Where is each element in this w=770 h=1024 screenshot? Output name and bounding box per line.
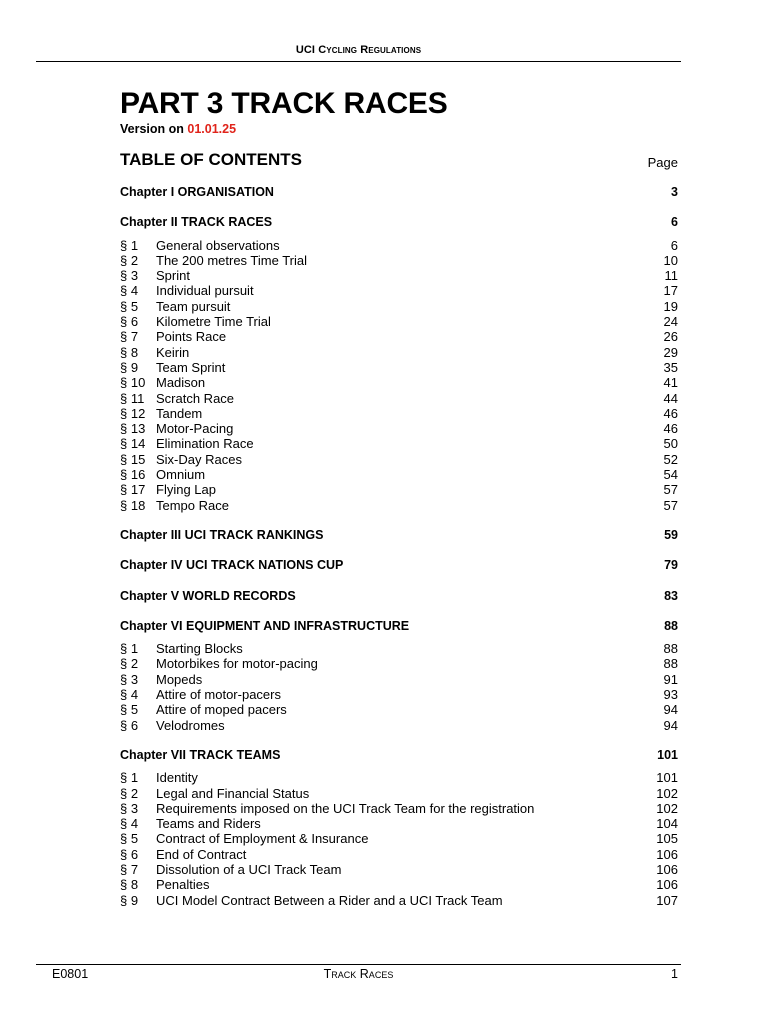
toc-chapter-title: Chapter I ORGANISATION <box>120 185 274 199</box>
toc-section-number: § 12 <box>120 405 146 421</box>
toc-section-page: 102 <box>656 800 678 816</box>
toc-section-number: § 1 <box>120 237 139 253</box>
toc-section-page: 44 <box>663 390 678 406</box>
toc-section-page: 106 <box>656 846 678 862</box>
toc-section-title: Attire of motor-pacers <box>156 687 281 703</box>
toc-section-number: § 14 <box>120 436 146 452</box>
toc-section-title: Motorbikes for motor-pacing <box>156 656 318 672</box>
toc-chapter-title: Chapter VI EQUIPMENT AND INFRASTRUCTURE <box>120 618 410 633</box>
toc-section-row[interactable] <box>120 687 678 702</box>
toc-section-number: § 7 <box>120 329 139 345</box>
toc-section-page: 6 <box>670 237 678 253</box>
toc-section-row[interactable] <box>120 801 678 816</box>
toc-section-title: Motor-Pacing <box>156 421 234 437</box>
toc-section-title: Teams and Riders <box>156 816 261 832</box>
toc-section-page: 94 <box>663 702 678 718</box>
toc-section-number: § 6 <box>120 717 139 733</box>
toc-section-page: 10 <box>663 252 678 268</box>
toc-section-number: § 4 <box>120 687 139 703</box>
toc-section-number: § 8 <box>120 877 139 893</box>
toc-section-title: Legal and Financial Status <box>156 785 310 801</box>
toc-section-title: Requirements imposed on the UCI Track Team for the registration <box>156 800 535 816</box>
toc-section-row[interactable] <box>120 314 678 329</box>
toc-section-row[interactable] <box>120 345 678 360</box>
toc-section-row[interactable] <box>120 268 678 283</box>
toc-chapter-page: 79 <box>664 558 678 573</box>
toc-section-page: 41 <box>663 375 678 391</box>
toc-section-page: 104 <box>656 816 678 832</box>
toc-section-title: Individual pursuit <box>156 283 254 299</box>
toc-section-title: Velodromes <box>156 717 225 733</box>
toc-section-number: § 5 <box>120 831 139 847</box>
toc-chapter-row[interactable] <box>120 619 678 634</box>
toc-section-row[interactable] <box>120 672 678 687</box>
toc-section-title: UCI Model Contract Between a Rider and a UCI Track Team <box>156 892 503 908</box>
toc-section-title: Identity <box>156 770 198 786</box>
toc-section-title: Madison <box>156 375 206 391</box>
toc-section-row[interactable] <box>120 467 678 482</box>
toc-section-page: 24 <box>663 314 678 330</box>
toc-section-title: Dissolution of a UCI Track Team <box>156 861 342 877</box>
toc-chapter-row[interactable] <box>120 589 678 604</box>
toc-section-row[interactable] <box>120 893 678 908</box>
toc-section-number: § 2 <box>120 785 139 801</box>
toc-section-row[interactable] <box>120 831 678 846</box>
toc-section-title: Keirin <box>156 344 190 360</box>
toc-section-row[interactable] <box>120 877 678 892</box>
toc-heading: TABLE OF CONTENTS <box>120 150 302 169</box>
toc-section-title: Team pursuit <box>156 298 231 314</box>
toc-section-row[interactable] <box>120 718 678 733</box>
toc-section-row[interactable] <box>120 452 678 467</box>
toc-section-number: § 17 <box>120 482 146 498</box>
toc-section-number: § 9 <box>120 359 139 375</box>
toc-section-row[interactable] <box>120 498 678 513</box>
toc-section-page: 29 <box>663 344 678 360</box>
toc-section-row[interactable] <box>120 299 678 314</box>
toc-section-row[interactable] <box>120 641 678 656</box>
toc-section-row[interactable] <box>120 421 678 436</box>
toc-section-page: 46 <box>663 405 678 421</box>
toc-section-title: Tandem <box>156 405 203 421</box>
toc-section-number: § 2 <box>120 656 139 672</box>
toc-section-number: § 7 <box>120 861 139 877</box>
toc-section-row[interactable] <box>120 436 678 451</box>
footer-document-code: E0801 <box>52 967 89 981</box>
toc-section-number: § 4 <box>120 816 139 832</box>
toc-chapter-row[interactable] <box>120 185 678 200</box>
toc-section-page: 101 <box>656 770 678 786</box>
toc-section-row[interactable] <box>120 253 678 268</box>
toc-section-page: 52 <box>663 451 678 467</box>
toc-section-page: 93 <box>663 687 678 703</box>
toc-section-number: § 2 <box>120 252 139 268</box>
toc-section-number: § 16 <box>120 467 146 483</box>
toc-section-number: § 6 <box>120 846 139 862</box>
toc-section-title: Points Race <box>156 329 227 345</box>
toc-section-title: Mopeds <box>156 671 203 687</box>
toc-section-number: § 4 <box>120 283 139 299</box>
toc-section-title: Elimination Race <box>156 436 254 452</box>
toc-chapter-page: 59 <box>664 527 678 542</box>
toc-section-row[interactable] <box>120 482 678 497</box>
toc-section-row[interactable] <box>120 786 678 801</box>
toc-chapter-page: 88 <box>664 618 678 633</box>
toc-chapter-title: Chapter II TRACK RACES <box>120 215 273 230</box>
toc-section-title: Tempo Race <box>156 497 229 513</box>
toc-section-title: End of Contract <box>156 846 247 862</box>
toc-page-column-label: Page <box>647 155 678 170</box>
toc-chapter-title: Chapter III UCI TRACK RANKINGS <box>120 527 324 542</box>
toc-section-page: 88 <box>663 656 678 672</box>
toc-section-title: Flying Lap <box>156 482 216 498</box>
toc-section-row[interactable] <box>120 391 678 406</box>
toc-section-title: Attire of moped pacers <box>156 702 287 718</box>
version-date: 01.01.25 <box>187 122 237 136</box>
toc-section-number: § 9 <box>120 892 139 908</box>
toc-chapter-row[interactable] <box>120 528 678 543</box>
toc-section-page: 57 <box>663 497 678 513</box>
toc-section-number: § 3 <box>120 800 139 816</box>
toc-section-number: § 15 <box>120 451 146 467</box>
toc-section-title: Team Sprint <box>156 359 226 375</box>
toc-section-page: 57 <box>663 482 678 498</box>
toc-section-title: The 200 metres Time Trial <box>156 252 307 268</box>
running-header: UCI Cycling Regulations <box>295 44 422 56</box>
toc-section-number: § 18 <box>120 497 146 513</box>
toc-section-page: 19 <box>663 298 678 314</box>
toc-section-page: 50 <box>663 436 678 452</box>
toc-section-row[interactable] <box>120 238 678 253</box>
toc-section-number: § 6 <box>120 314 139 330</box>
toc-section-page: 105 <box>656 831 678 847</box>
toc-section-number: § 8 <box>120 344 139 360</box>
toc-section-title: Contract of Employment & Insurance <box>156 831 369 847</box>
toc-section-title: Starting Blocks <box>156 641 243 657</box>
toc-section-number: § 13 <box>120 421 146 437</box>
toc-section-row[interactable] <box>120 816 678 831</box>
toc-section-number: § 3 <box>120 268 139 284</box>
toc-chapter-row[interactable] <box>120 558 678 573</box>
toc-section-row[interactable] <box>120 375 678 390</box>
toc-section-page: 17 <box>663 283 678 299</box>
toc-section-title: Penalties <box>156 877 210 893</box>
toc-section-number: § 11 <box>120 390 145 406</box>
toc-section-title: Sprint <box>156 268 190 284</box>
toc-section-page: 35 <box>663 359 678 375</box>
toc-chapter-title: Chapter IV UCI TRACK NATIONS CUP <box>120 558 344 573</box>
toc-section-row[interactable] <box>120 862 678 877</box>
footer-rule <box>36 964 681 965</box>
toc-section-row[interactable] <box>120 702 678 717</box>
toc-section-title: Scratch Race <box>156 390 235 406</box>
toc-chapter-row[interactable] <box>120 748 678 763</box>
toc-section-page: 106 <box>656 877 678 893</box>
toc-section-page: 102 <box>656 785 678 801</box>
toc-section-row[interactable] <box>120 360 678 375</box>
toc-chapter-page: 101 <box>657 747 678 762</box>
toc-section-page: 46 <box>663 421 678 437</box>
toc-section-title: General observations <box>156 237 280 253</box>
toc-section-row[interactable] <box>120 329 678 344</box>
table-of-contents <box>120 181 678 908</box>
toc-section-row[interactable] <box>120 770 678 785</box>
toc-section-page: 91 <box>663 671 678 687</box>
toc-section-number: § 10 <box>120 375 146 391</box>
document-title: PART 3 TRACK RACES <box>120 87 448 120</box>
toc-section-row[interactable] <box>120 656 678 671</box>
toc-section-title: Kilometre Time Trial <box>156 314 271 330</box>
toc-section-page: 106 <box>656 861 678 877</box>
toc-section-number: § 3 <box>120 671 139 687</box>
toc-section-number: § 5 <box>120 702 139 718</box>
toc-section-number: § 1 <box>120 770 139 786</box>
toc-chapter-row[interactable] <box>120 215 678 230</box>
footer-page-number: 1 <box>671 967 678 981</box>
toc-section-page: 11 <box>664 268 678 284</box>
toc-section-page: 107 <box>656 892 678 908</box>
toc-chapter-page: 6 <box>671 215 678 230</box>
toc-section-title: Omnium <box>156 467 206 483</box>
footer-section-title: Track Races <box>323 967 394 981</box>
toc-section-number: § 5 <box>120 298 139 314</box>
version-label: Version on <box>120 122 184 136</box>
toc-section-row[interactable] <box>120 283 678 298</box>
toc-section-row[interactable] <box>120 406 678 421</box>
toc-section-page: 26 <box>663 329 678 345</box>
toc-chapter-page: 83 <box>664 588 678 603</box>
toc-section-page: 88 <box>663 641 678 657</box>
toc-section-row[interactable] <box>120 847 678 862</box>
toc-section-number: § 1 <box>120 641 139 657</box>
version-line <box>120 122 236 136</box>
toc-chapter-title: Chapter V WORLD RECORDS <box>120 588 296 603</box>
toc-section-page: 54 <box>663 467 678 483</box>
toc-section-title: Six-Day Races <box>156 451 242 467</box>
header-rule <box>36 61 681 62</box>
toc-chapter-page: 3 <box>671 185 678 199</box>
toc-chapter-title: Chapter VII TRACK TEAMS <box>120 747 281 762</box>
toc-section-page: 94 <box>663 717 678 733</box>
